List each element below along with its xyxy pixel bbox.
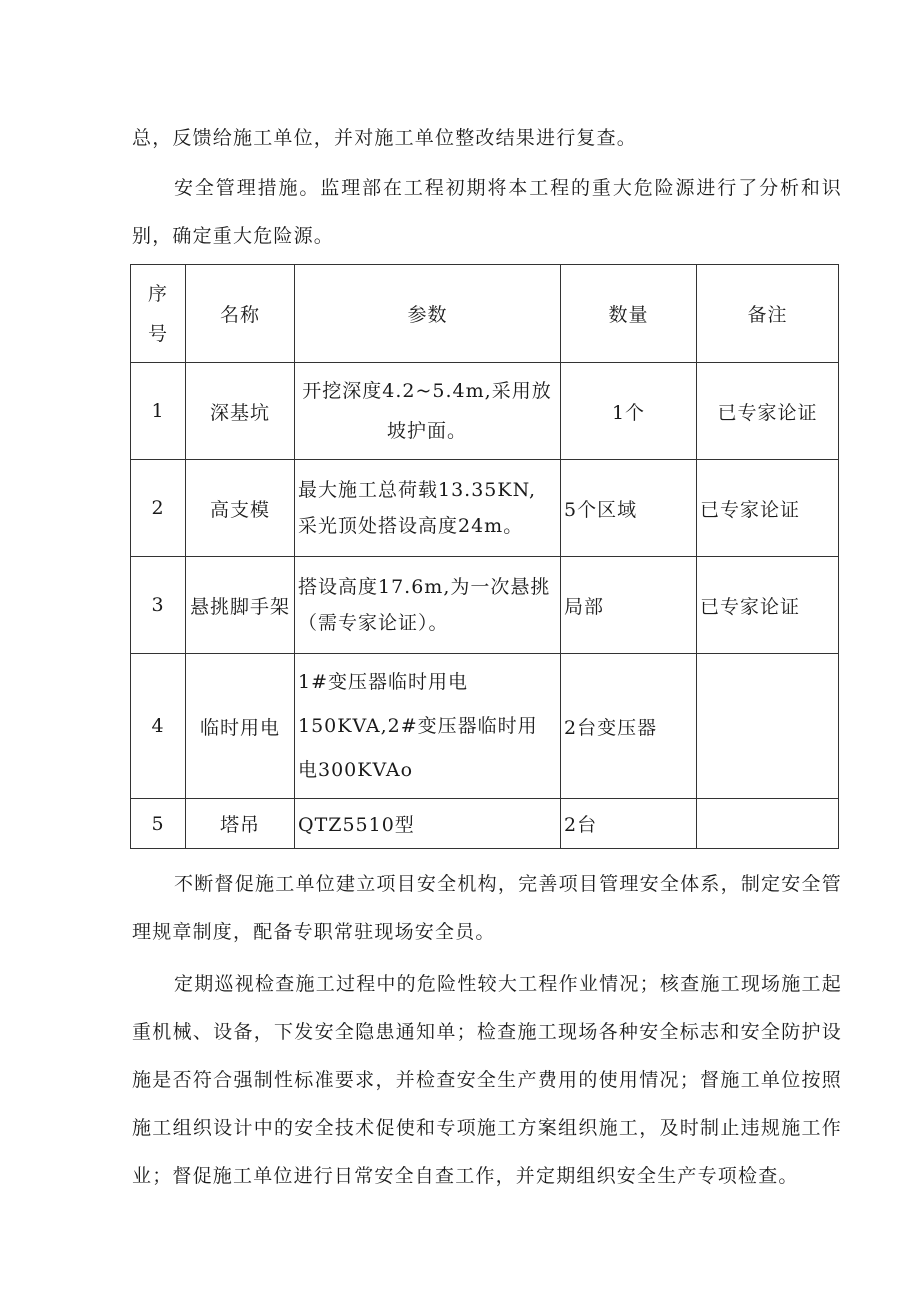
table-header-row [131,265,839,363]
header-param: 参数 [295,265,561,363]
paragraph-continuation: 总，反馈给施工单位，并对施工单位整改结果进行复查。 [132,127,638,149]
row-no: 3 [131,557,186,654]
row-no: 1 [131,363,186,460]
table-row [131,460,839,557]
paragraph-safety-measures: 安全管理措施。监理部在工程初期将本工程的重大危险源进行了分析和识别，确定重大危险源。 [132,177,842,247]
row-name: 塔吊 [186,799,295,849]
row-qty: 1个 [561,363,697,460]
row-note: 已专家论证 [697,557,839,654]
row-no: 4 [131,654,186,799]
row-qty: 2台 [561,799,697,849]
row-name: 临时用电 [186,654,295,799]
table-row [131,799,839,849]
row-name: 深基坑 [186,363,295,460]
row-param: 1#变压器临时用电150KVA,2#变压器临时用电300KVAo [295,654,561,799]
row-note [697,654,839,799]
paragraph-safety-system: 不断督促施工单位建立项目安全机构，完善项目管理安全体系，制定安全管理规章制度，配备专职常驻现场安全员。 [132,873,842,943]
table-row [131,654,839,799]
table-row [131,557,839,654]
header-qty: 数量 [561,265,697,363]
row-param: 开挖深度4.2~5.4m,采用放坡护面。 [295,363,561,460]
row-param: 搭设高度17.6m,为一次悬挑（需专家论证）。 [295,557,561,654]
header-name: 名称 [186,265,295,363]
header-note: 备注 [697,265,839,363]
row-param: QTZ5510型 [295,799,561,849]
row-no: 2 [131,460,186,557]
row-qty: 5个区域 [561,460,697,557]
major-hazard-table [130,264,839,849]
header-no: 序号 [131,265,186,363]
row-note: 已专家论证 [697,460,839,557]
row-name: 悬挑脚手架 [186,557,295,654]
row-param: 最大施工总荷载13.35KN,采光顶处搭设高度24m。 [295,460,561,557]
paragraph-inspection: 定期巡视检查施工过程中的危险性较大工程作业情况；核查施工现场施工起重机械、设备，下发安全隐患通知单；检查施工现场各种安全标志和安全防护设施是否符合强制性标准要求，并检查安全生产费用的使用情况；督施工单位按照施工组织设计中的安全技术促使和专项施工方案组织施工，及时制止违规施工作业；督促施工单位进行日常安全自查工作，并定期组织安全生产专项检查。 [132,973,842,1187]
row-no: 5 [131,799,186,849]
row-name: 高支模 [186,460,295,557]
row-qty: 2台变压器 [561,654,697,799]
row-qty: 局部 [561,557,697,654]
table-row [131,363,839,460]
row-note: 已专家论证 [697,363,839,460]
row-note [697,799,839,849]
